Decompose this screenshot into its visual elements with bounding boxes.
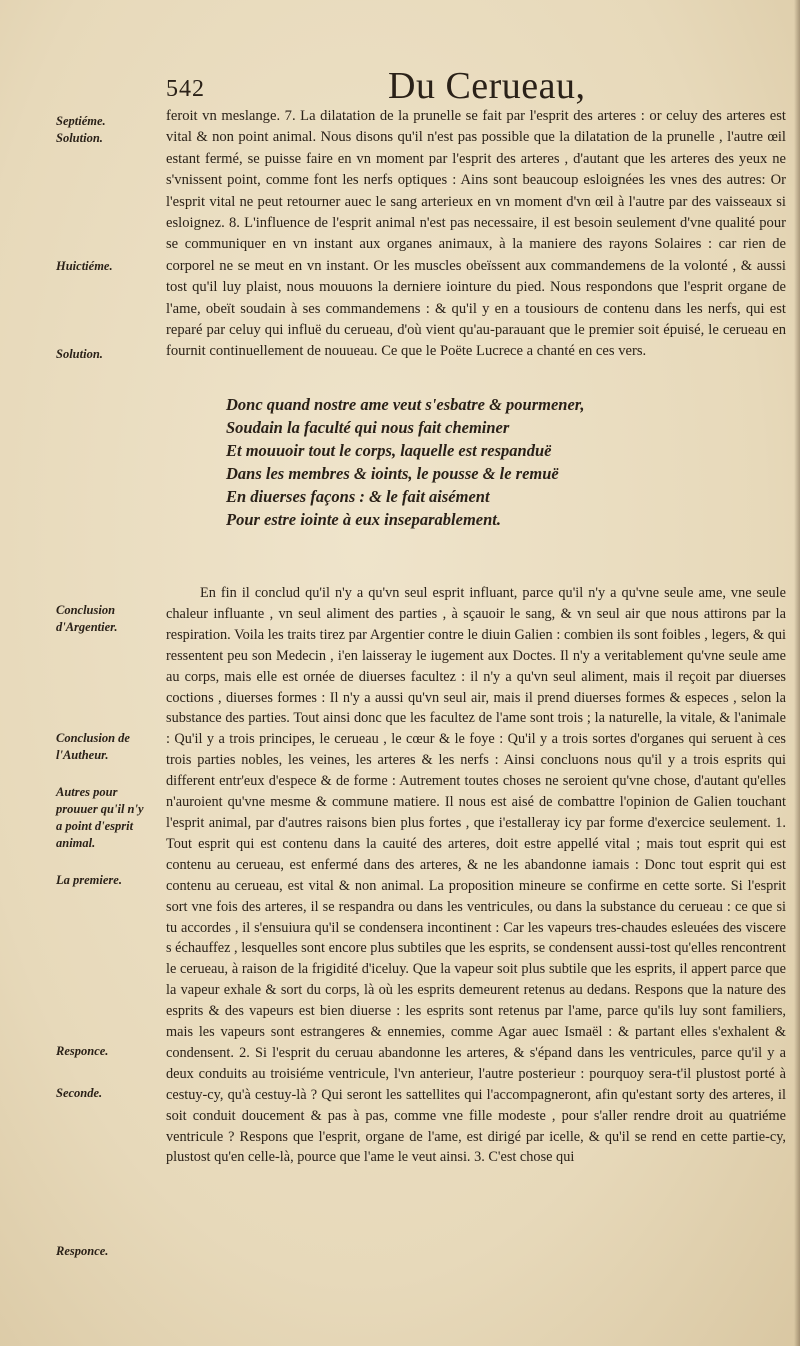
margin-note-seconde: Seconde. xyxy=(56,1086,103,1100)
verse-line: En diuerses façons : & le fait aisément xyxy=(226,487,490,506)
margin-note-septieme: Septiéme. xyxy=(56,114,106,128)
verse-line: Et mouuoir tout le corps, laquelle est respanduë xyxy=(226,441,552,460)
verse-line: Soudain la faculté qui nous fait cheminer xyxy=(226,418,510,437)
margin-note-solution-2: Solution. xyxy=(56,347,103,361)
verse-lucrece xyxy=(226,393,746,531)
verse-line: Pour estre iointe à eux inseparablement. xyxy=(226,510,502,529)
verse-line: Donc quand nostre ame veut s'esbatre & pourmener, xyxy=(226,395,585,414)
margin-note-conclusion-autheur: Conclusion de l'Autheur. xyxy=(56,731,130,762)
verse-line: Dans les membres & ioints, le pousse & le remuë xyxy=(226,464,559,483)
margin-note-responce: Responce. xyxy=(56,1044,109,1058)
margin-note-autres-pour-prouuer: Autres pour prouuer qu'il n'y a point d'esprit animal. xyxy=(56,785,144,850)
page-edge-shadow xyxy=(794,0,800,1346)
page-header xyxy=(160,62,760,110)
paragraph-dilatation xyxy=(166,106,786,363)
page-number: 542 xyxy=(166,76,205,102)
margin-note-responce-2: Responce. xyxy=(56,1244,109,1258)
paragraph-text: feroit vn meslange. 7. La dilatation de la prunelle se fait par l'esprit des arteres : or celuy des arteres est vital & non point animal. Nous disons qu'il n'est pas possible que la dilatation de la prunelle , l'autre œil estant fermé, se puisse faire en vn moment par l'esprit des arteres , d'autant que les arteres des yeux ne s'vnissent point, comme font les nerfs optiques : Ains sont beaucoup esloignées les vnes des autres: Or l'esprit vital ne peut retourner auec le sang arterieux en vn moment d'vn œil à l'autre par des vaisseaux si esloignez. 8. L'influence de l'esprit animal n'est pas necessaire, il est besoin seulement d'vne qualité pour se communiquer en vn instant aux organes animaux, à la maniere des rayons Solaires : car rien de corporel ne se meut en vn instant. Or les muscles obeïssent aux commandemens de la volonté , & aussi tost qu'il luy plaist, nous mouuons la derniere iointure du pied. Nous respondons que l'esprit organe de l'ame, obeït soudain à ses commandemens : & qu'il y en a tousiours de contenu dans les nerfs, qui est reparé par celuy qui influë du cerueau, d'où vient qu'au-parauant que le premier soit épuisé, le cerueau en fournit continuellement de nouueau. Ce que le Poëte Lucrece a chanté en ces vers. xyxy=(166,108,786,360)
paragraph-conclusion xyxy=(166,583,786,1168)
margin-note-solution: Solution. xyxy=(56,131,103,145)
paragraph-text: En fin il conclud qu'il n'y a qu'vn seul esprit influant, parce qu'il n'y a qu'vne seule ame, vne seule chaleur influante , vn seul aliment des parties , à sçauoir le sang, & vn seul air que nous attirons par la respiration. Voila les traits tirez par Argentier contre le diuin Galien : combien ils sont foibles , legers, & qui ressentent peu son Medecin , i'en laisseray le iugement aux Doctes. Il n'y a veritablement qu'vne seule ame au corps, mais elle est ornée de diuerses facultez : il n'y a qu'vn seul aliment, mais il reçoit par diuerses coctions , diuerses formes : Il n'y a aussi qu'vn seul air, mais il prend diuerses formes & especes , selon la substance des parties. Tout ainsi donc que les facultez de l'ame sont trois ; la naturelle, la vitale, & l'animale : Qu'il y a trois principes, le cerueau , le cœur & le foye : Qu'il y a trois sortes d'organes qui seruent à ces trois parties nobles, les veines, les arteres & les nerfs : Ainsi concluons nous qu'il y a trois esprits qui different entr'eux d'espece & de forme : Autrement toutes choses ne seroient qu'vne chose, d'autant qu'elles n'auroient qu'vne mesme & commune matiere. Il nous est aisé de combattre l'opinion de Galien touchant l'esprit animal, par d'autres raisons bien plus fortes , que i'estalleray icy par forme d'exercice seulement. 1. Tout esprit qui est contenu dans la cauité des arteres, doit estre appellé vital ; mais tout esprit qui est contenu au cerueau, est enfermé dans des arteres, & ne les abandonne iamais : Donc tout esprit qui est contenu au cerueau, est vital & non animal. La proposition mineure se confirme en cette sorte. Si l'esprit sort vne fois des arteres, il se respandra ou dans les ventricules, ou dans la substance du cerueau : ce que si tu accordes , il s'ensuiura qu'il se condensera incontinent : Car les vapeurs tres-chaudes esleuées des viscere s échauffez , lesquelles sont encore plus subtiles que les esprits, se condensent aussi-tost qu'elles rencontrent le cerueau, à raison de la frigidité d'iceluy. Que la vapeur soit plus subtile que les esprits, il appert parce que la vapeur exhale & sort du corps, là où les esprits demeurent retenus au dedans. Respons que la nature des esprits & des vapeurs est bien diuerse : les esprits sont retenus par l'ame, parce qu'ils luy sont familiers, mais les vapeurs sont estrangeres & ennemies, comme Agar auec Ismaël : & partant elles s'exhalent & condensent. 2. Si l'esprit du ceruau abandonne les arteres, & s'épand dans les ventricules, parce qu'il y a deux conduits au troisiéme ventricule, l'vn anterieur, l'autre posterieur : pourquoy sera-t'il plustost porté à cestuy-cy, qu'à cestuy-là ? Qui seront les sattellites qui l'accompagneront, afin qu'estant sorty des arteres, il soit conduit doucement & pas à pas, comme vne fille modeste , pour s'aller rendre droit au quatriéme ventricule ? Respons que l'esprit, organe de l'ame, est dirigé par icelle, & qu'il se rend en cette partie-cy, plustost qu'en celle-là, pource que l'ame le veut ainsi. 3. C'est chose qui xyxy=(166,585,786,1166)
running-title: Du Cerueau, xyxy=(388,65,586,107)
margin-note-la-premiere: La premiere. xyxy=(56,873,122,887)
margin-note-huictieme: Huictiéme. xyxy=(56,259,113,273)
margin-note-conclusion-argentier: Conclusion d'Argentier. xyxy=(56,603,118,634)
